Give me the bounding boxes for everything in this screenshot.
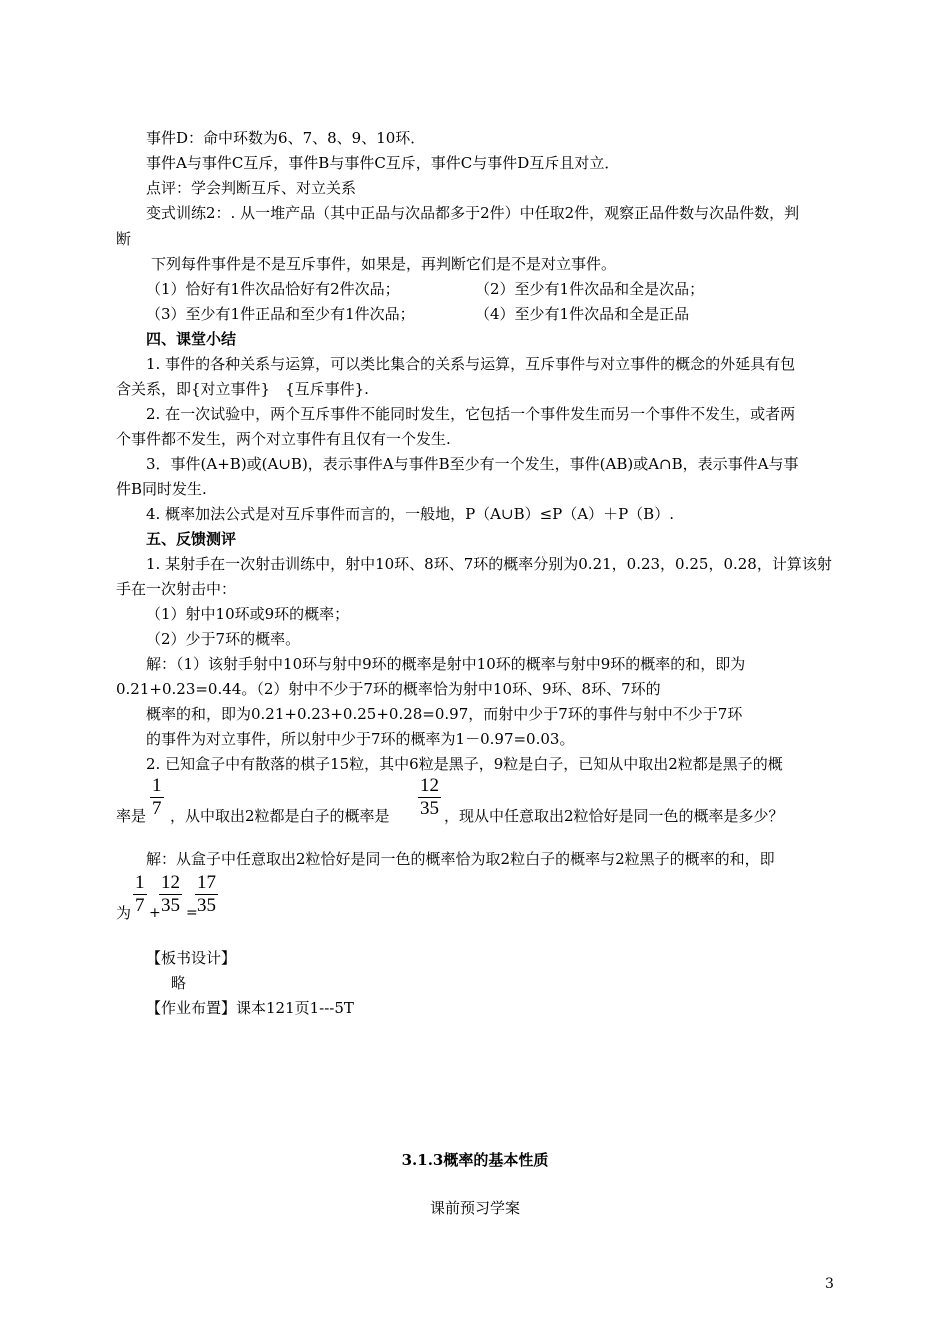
fraction-denominator: 7 [135, 895, 145, 916]
text-line: 为 [116, 904, 132, 922]
text-line: 概率的和，即为0.21+0.23+0.25+0.28=0.97，而射中少于7环的事件与射中不少于7环 [146, 705, 743, 723]
fraction-1-7 [133, 872, 147, 917]
fraction-numerator: 1 [135, 872, 145, 893]
section-title: 3.1.3概率的基本性质 [401, 1151, 549, 1169]
text-line: 2. 已知盒子中有散落的棋子15粒，其中6粒是黑子，9粒是白子，已知从中取出2粒都是黑子的概 [146, 755, 783, 773]
fraction-numerator: 17 [197, 872, 216, 893]
text-line: 断 [116, 230, 132, 248]
text-line: 手在一次射击中： [116, 580, 237, 598]
text-line: 事件A与事件C互斥，事件B与事件C互斥，事件C与事件D互斥且对立． [146, 154, 620, 172]
text-line: 【板书设计】 [146, 949, 237, 967]
fraction-17-35 [195, 872, 218, 917]
fraction-denominator: 35 [197, 895, 216, 916]
text-line: （2）至少有1件次品和全是次品； [475, 280, 705, 298]
fraction-denominator: 35 [161, 895, 180, 916]
text-line: 含关系，即{对立事件} {互斥事件}. [116, 380, 369, 398]
text-line: 2. 在一次试验中，两个互斥事件不能同时发生，它包括一个事件发生而另一个事件不发生，或者两 [146, 405, 796, 423]
text-line: 1. 某射手在一次射击训练中，射中10环、8环、7环的概率分别为0.21，0.23，0.25，0.28，计算该射 [146, 555, 832, 573]
text-line: 个事件都不发生，两个对立事件有且仅有一个发生. [116, 430, 451, 448]
page-number: 3 [825, 1276, 834, 1292]
fraction-denominator: 7 [152, 798, 162, 819]
section-heading: 四、课堂小结 [146, 330, 237, 348]
fraction-denominator: 35 [420, 798, 439, 819]
fraction-1-7 [150, 775, 164, 820]
text-line: 事件D：命中环数为6、7、8、9、10环． [146, 129, 426, 147]
text-line: （2）少于7环的概率。 [146, 630, 301, 648]
text-line: 4. 概率加法公式是对互斥事件而言的，一般地，P（A∪B）≤P（A）＋P（B）. [146, 505, 674, 523]
text-line: 1. 事件的各种关系与运算，可以类比集合的关系与运算，互斥事件与对立事件的概念的外延具有包 [146, 355, 796, 373]
fraction-numerator: 1 [152, 775, 162, 796]
fraction-numerator: 12 [420, 775, 439, 796]
text-line: 变式训练2：. 从一堆产品（其中正品与次品都多于2件）中任取2件，观察正品件数与次品件数，判 [146, 204, 800, 222]
text-line: （4）至少有1件次品和全是正品 [475, 305, 690, 323]
text-line: 件B同时发生. [116, 480, 207, 498]
text-line: 解：从盒子中任意取出2粒恰好是同一色的概率恰为取2粒白子的概率与2粒黑子的概率的和，即 [146, 850, 775, 868]
text-line: ，从中取出2粒都是白子的概率是 [170, 807, 390, 825]
text-line: （3）至少有1件正品和至少有1件次品； [146, 305, 415, 323]
text-line: （1）射中10环或9环的概率； [146, 605, 350, 623]
fraction-12-35 [418, 775, 441, 820]
subsection-title: 课前预习学案 [429, 1199, 520, 1217]
text-line: 0.21+0.23=0.44。（2）射中不少于7环的概率恰为射中10环、9环、8环、7环的 [116, 680, 661, 698]
text-line: 下列每件事件是不是互斥事件，如果是，再判断它们是不是对立事件。 [151, 255, 617, 273]
text-line: 略 [171, 974, 187, 992]
text-line: 率是 [116, 807, 147, 825]
text-line: （1）恰好有1件次品恰好有2件次品； [146, 280, 400, 298]
text-line: 点评：学会判断互斥、对立关系 [146, 179, 357, 197]
text-line: 解：（1）该射手射中10环与射中9环的概率是射中10环的概率与射中9环的概率的和，即为 [146, 655, 746, 673]
plus-sign: + [149, 905, 161, 921]
equals-sign: = [186, 905, 198, 921]
fraction-numerator: 12 [161, 872, 180, 893]
section-heading: 五、反馈测评 [146, 530, 237, 548]
fraction-12-35 [159, 872, 182, 917]
text-line: 3．事件(A+B)或(A∪B)，表示事件A与事件B至少有一个发生，事件(AB)或A∩B，表示事件A与事 [146, 455, 799, 473]
text-line: 【作业布置】课本121页1---5T [146, 999, 354, 1017]
text-line: 的事件为对立事件，所以射中少于7环的概率为1－0.97=0.03。 [146, 730, 575, 748]
text-line: ，现从中任意取出2粒恰好是同一色的概率是多少？ [444, 807, 784, 825]
